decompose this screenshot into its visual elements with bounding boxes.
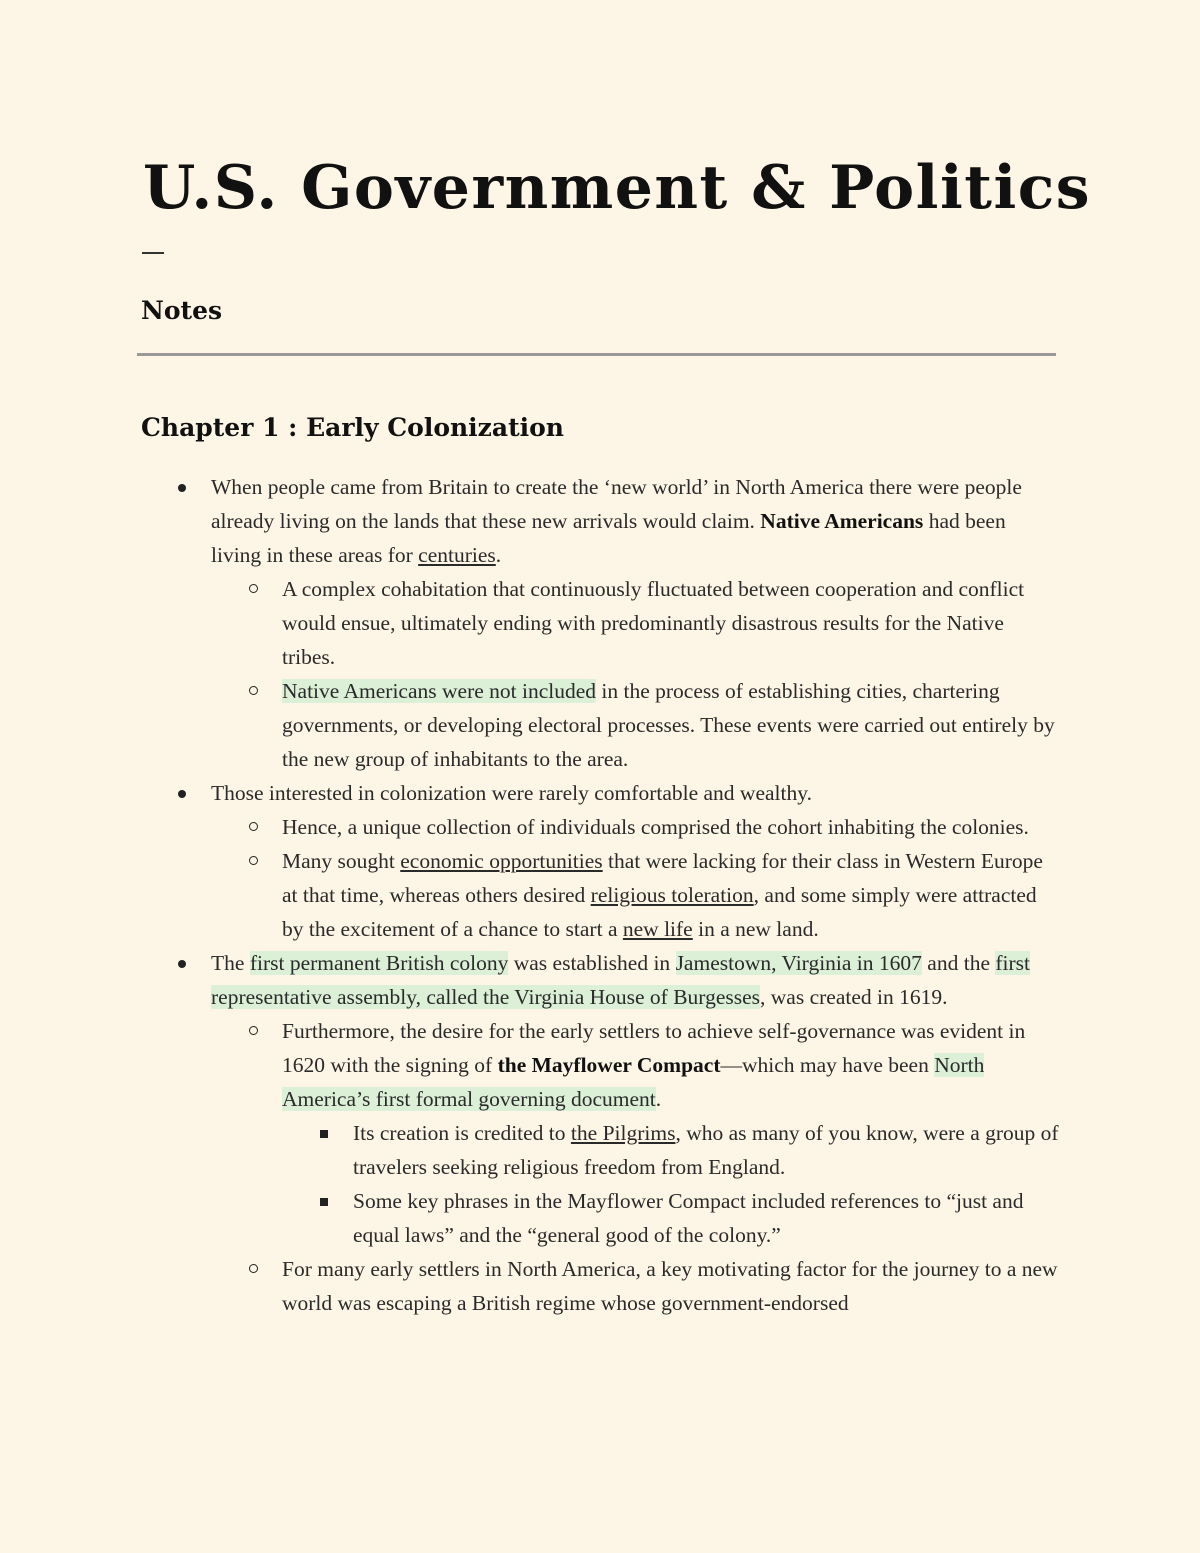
bullet-icon [178,960,186,968]
hollow-bullet-icon [249,856,258,865]
list-item: Those interested in colonization were rarely comfortable and wealthy. Hence, a unique collection of individuals comprised the cohort inhabiting the colonies. Many sought economic opportunities that were lacking for their class in Western Europe at that time, whereas others desired religious toleration, and some simply were attracted by the excitement of a chance to start a new life in a new land. [140,776,1060,946]
sub-list [211,810,1060,946]
bullet-list [140,470,1060,1320]
highlight: Jamestown, Virginia in 1607 [675,951,922,975]
sub-list [211,572,1060,776]
title-dash [142,252,164,254]
sub-sub-list [282,1116,1060,1252]
hollow-bullet-icon [249,686,258,695]
notes-content [140,470,1060,1320]
list-item: Its creation is credited to the Pilgrims, who as many of you know, were a group of travelers seeking religious freedom from England. [282,1116,1060,1184]
list-item: When people came from Britain to create the ‘new world’ in North America there were people already living on the lands that these new arrivals would claim. Native Americans had been living in these areas for centuries. A complex cohabitation that continuously fluctuated between cooperation and conflict would ensue, ultimately ending with predominantly disastrous results for the Native tribes. Native Americans were not included in the process of establishing cities, chartering governments, or developing electoral processes. These events were carried out entirely by the new group of inhabitants to the area. [140,470,1060,776]
list-item: Hence, a unique collection of individuals comprised the cohort inhabiting the colonies. [211,810,1060,844]
hollow-bullet-icon [249,584,258,593]
square-bullet-icon [320,1130,328,1138]
bullet-icon [178,484,186,492]
highlight: first representative assembly, called the Virginia House of Burgesses [211,951,1030,1009]
list-item: For many early settlers in North America, a key motivating factor for the journey to a new world was escaping a British regime whose government-endorsed [211,1252,1060,1320]
horizontal-rule [137,353,1056,356]
hollow-bullet-icon [249,822,258,831]
list-item: Furthermore, the desire for the early settlers to achieve self-governance was evident in 1620 with the signing of the Mayflower Compact—which may have been North America’s first formal governing document. Its creation is credited to the Pilgrims, who as many of you know, were a group of travelers seeking religious freedom from England. Some key phrases in the Mayflower Compact included references to “just and equal laws” and the “general good of the colony.” [211,1014,1060,1252]
page-title: U.S. Government & Politics [143,153,1092,223]
sub-list [211,1014,1060,1320]
list-item: The first permanent British colony was established in Jamestown, Virginia in 1607 and the first representative assembly, called the Virginia House of Burgesses, was created in 1619. Furthermore, the desire for the early settlers to achieve self-governance was evident in 1620 with the signing of the Mayflower Compact—which may have been North America’s first formal governing document. Its creation is credited to the Pilgrims, who as many of you know, were a group of travelers seeking religious freedom from England. Some key phrases in the Mayflower Compact included references to “just and equal laws” and the “general good of the colony.” For many early settlers in North America, a key motivating factor for the journey to a new world was escaping a British regime whose government-endorsed [140,946,1060,1320]
highlight: first permanent British colony [249,951,509,975]
bullet-icon [178,790,186,798]
hollow-bullet-icon [249,1264,258,1273]
highlight: Native Americans were not included [282,679,597,703]
square-bullet-icon [320,1198,328,1206]
subtitle: Notes [141,296,223,325]
list-item: A complex cohabitation that continuously fluctuated between cooperation and conflict would ensue, ultimately ending with predominantly disastrous results for the Native tribes. [211,572,1060,674]
list-item: Many sought economic opportunities that were lacking for their class in Western Europe at that time, whereas others desired religious toleration, and some simply were attracted by the excitement of a chance to start a new life in a new land. [211,844,1060,946]
highlight: North America’s first formal governing document [282,1053,985,1111]
list-item: Some key phrases in the Mayflower Compact included references to “just and equal laws” and the “general good of the colony.” [282,1184,1060,1252]
chapter-heading: Chapter 1 : Early Colonization [141,413,564,442]
list-item: Native Americans were not included in the process of establishing cities, chartering governments, or developing electoral processes. These events were carried out entirely by the new group of inhabitants to the area. [211,674,1060,776]
hollow-bullet-icon [249,1026,258,1035]
